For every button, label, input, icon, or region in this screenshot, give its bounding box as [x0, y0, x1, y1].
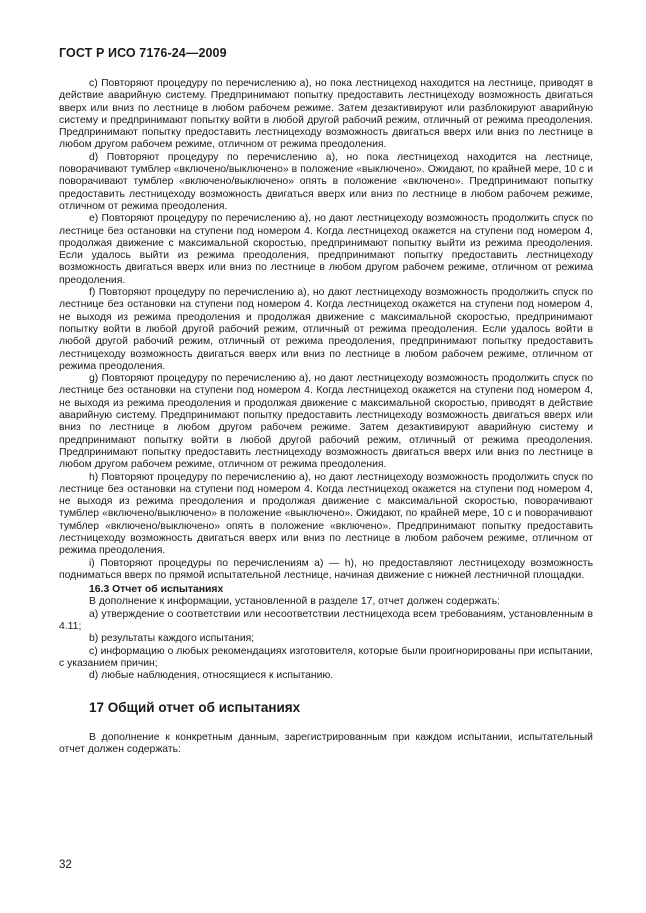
- general-report-intro: В дополнение к конкретным данным, зарегистрированным при каждом испытании, испытательный отчет должен содержать:: [59, 731, 593, 755]
- report-item-d: d) любые наблюдения, относящиеся к испытанию.: [89, 670, 334, 682]
- document-header: ГОСТ Р ИСО 7176-24—2009: [59, 46, 227, 60]
- section-title: 17 Общий отчет об испытаниях: [89, 699, 301, 715]
- paragraph-i: i) Повторяют процедуры по перечислениям a) — h), но предоставляют лестницеходу возможность подниматься вверх по прямой испытательной лестнице, начиная движение с нижней лестничной площадки.: [59, 557, 593, 581]
- paragraph-g: g) Повторяют процедуру по перечислению a), но дают лестницеходу возможность продолжить спуск по лестнице без остановки на ступени под номером 4. Когда лестницеход окажется на ступени под номером 4, не выходя из режима преодоления и продолжая движение с максимальной скоростью, приводят в действие аварийную систему. Предпринимают попытку предоставить лестницеходу возможность двигаться вверх или вниз по лестнице в любом другом рабочем режиме. Затем дезактивируют аварийную систему и предпринимают попытку войти в любой другой рабочий режим, отличный от режима преодоления. Предпринимают попытку предоставить лестницеходу возможность двигаться вверх или вниз по лестнице в любом другом рабочем режиме, отличном от режима преодоления.: [59, 373, 593, 471]
- subsection-title: 16.3 Отчет об испытаниях: [89, 584, 224, 596]
- report-item-b: b) результаты каждого испытания;: [89, 633, 255, 645]
- paragraph-d: d) Повторяют процедуру по перечислению a), но пока лестницеход находится на лестнице, поворачивают тумблер «включено/выключено» в положение «выключено». Ожидают, по крайней мере, 10 с и поворачивают тумблер «включено/выключено» опять в положение «включено». Предпринимают попытку предоставить лестницеходу возможность двигаться вверх или вниз по лестнице в любом рабочем режиме, отличном от режима преодоления.: [59, 151, 593, 212]
- paragraph-e: e) Повторяют процедуру по перечислению a), но дают лестницеходу возможность продолжить спуск по лестнице без остановки на ступени под номером 4. Когда лестницеход окажется на ступени под номером 4, продолжая движение с максимальной скоростью, предпринимают попытку выйти из режима преодоления. Если удалось выйти из режима преодоления, предпринимают попытку предоставить лестницеходу возможность двигаться вверх или вниз по лестнице в любом другом рабочем режиме, отличном от режима преодоления.: [59, 213, 593, 286]
- paragraph-f: f) Повторяют процедуру по перечислению a), но дают лестницеходу возможность продолжить спуск по лестнице без остановки на ступени под номером 4. Когда лестницеход окажется на ступени под номером 4, не выходя из режима преодоления и продолжая движение с максимальной скоростью, предпринимают попытку войти в любой другой рабочий режим, отличный от режима преодоления. Если удалось войти в любой другой рабочий режим, отличный от режима преодоления, предпринимают попытку предоставить лестницеходу возможность двигаться вверх или вниз по лестнице в любом рабочем режиме, отличном от режима преодоления.: [59, 287, 593, 372]
- report-intro: В дополнение к информации, установленной в разделе 17, отчет должен содержать:: [89, 596, 501, 608]
- report-item-c: c) информацию о любых рекомендациях изготовителя, которые были проигнорированы при испытании, с указанием причин;: [59, 645, 593, 669]
- document-body: [59, 78, 593, 756]
- page-number: 32: [59, 859, 72, 871]
- paragraph-c: c) Повторяют процедуру по перечислению a), но пока лестницеход находится на лестнице, приводят в действие аварийную систему. Предпринимают попытку предоставить лестницеходу возможность двигаться вверх или вниз по лестнице в любом рабочем режиме. Затем дезактивируют или разблокируют аварийную систему и предпринимают попытку войти в любой другой рабочий режим, отличный от режима преодоления. Предпринимают попытку предоставить лестницеходу возможность двигаться вверх или вниз по лестнице в любом другом рабочем режиме, отличном от режима преодоления.: [59, 78, 593, 151]
- paragraph-h: h) Повторяют процедуру по перечислению a), но дают лестницеходу возможность продолжить спуск по лестнице без остановки на ступени под номером 4. Когда лестницеход окажется на ступени под номером 4, не выходя из режима преодоления и продолжая движение с максимальной скоростью, поворачивают тумблер «включено/выключено» в положение «выключено». Ожидают, по крайней мере, 10 с и поворачивают тумблер «включено/выключено» опять в положение «включено». Предпринимают попытку предоставить лестницеходу возможность двигаться вверх или вниз по лестнице в любом рабочем режиме, отличном от режима преодоления.: [59, 471, 593, 557]
- report-item-a: a) утверждение о соответствии или несоответствии лестницехода всем требованиям, установленным в 4.11;: [59, 608, 593, 633]
